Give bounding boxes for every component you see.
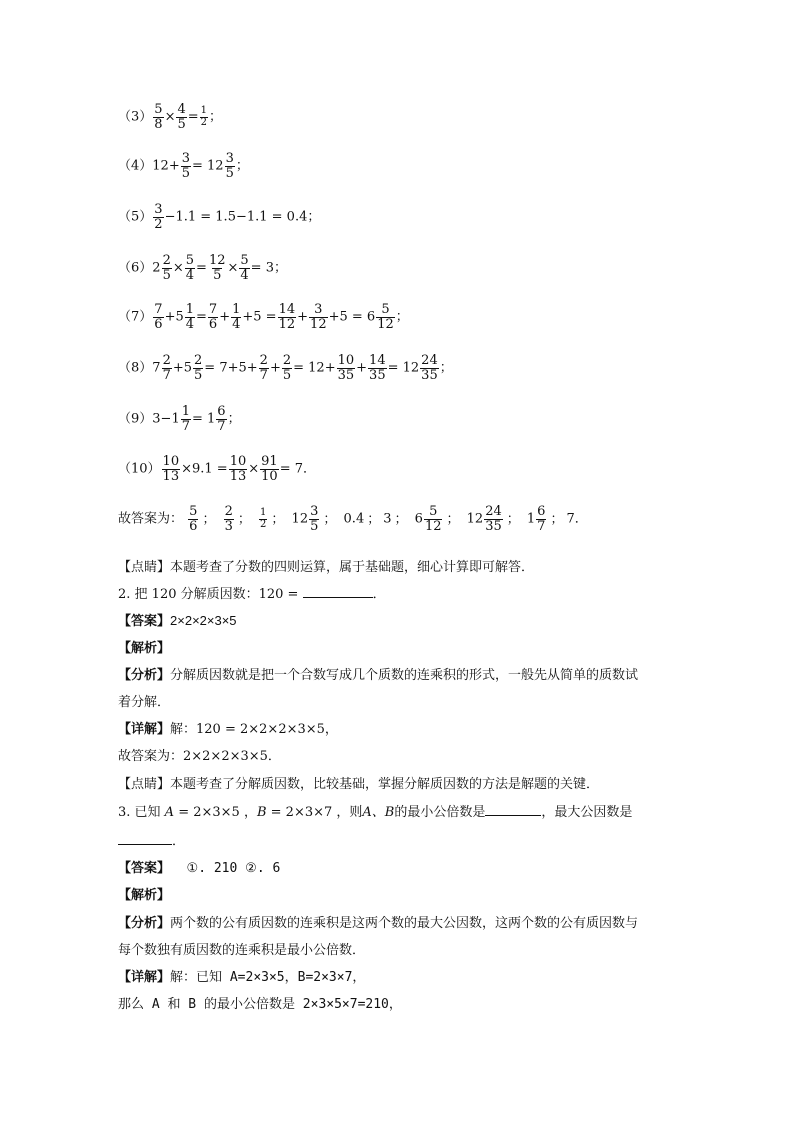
q3-lcm-blank (485, 815, 541, 816)
q2-detail: 【详解】解：120 = 2×2×2×3×5， (118, 722, 338, 737)
calc-line-3: （3） $\frac{5}{8}$ × $\frac{4}{5}$ = $\frac{1}{2}$ ； (118, 102, 223, 132)
q2-question: 2. 把 120 分解质因数：120 = ． (118, 587, 386, 602)
calc-line-6: （6）2 $\frac{2}{5}$ × $\frac{5}{4}$ = $\frac{12}{5}$ × $\frac{5}{4}$ = 3； (118, 253, 287, 283)
q2-analysis-2: 着分解． (118, 695, 171, 710)
q3-question-cont: ． (118, 830, 185, 849)
q2-analysis-heading: 【解析】 (118, 641, 171, 656)
calc-line-4: （4）12+ $\frac{3}{5}$ = 12 $\frac{3}{5}$ ； (118, 151, 249, 181)
q2-comment: 【点睛】本题考查了分解质因数，比较基础，掌握分解质因数的方法是解题的关键． (118, 777, 600, 792)
calc-line-9: （9）3−1 $\frac{1}{7}$ = 1 $\frac{6}{7}$ ； (118, 404, 241, 434)
q3-analysis-1: 【分析】两个数的公有质因数的连乘积是这两个数的最大公因数，这两个数的公有质因数与 (118, 916, 639, 931)
q3-answer: 【答案】 ①. 210 ②. 6 (118, 861, 281, 876)
q2-final-answer: 故答案为：2×2×2×3×5． (118, 749, 281, 764)
q3-question: 3. 已知 A = 2×3×5 ，B = 2×3×7 ，则A、B的最小公倍数是 ，最大公因数是 (118, 805, 633, 820)
q3-analysis-2: 每个数独有质因数的连乘积是最小公倍数． (118, 943, 366, 958)
calc-line-5: （5） $\frac{3}{2}$ −1.1 = 1.5−1.1 = 0.4； (118, 202, 321, 232)
q3-gcd-blank (118, 844, 172, 845)
calc-line-7: （7） $\frac{7}{6}$ +5 $\frac{1}{4}$ = $\frac{7}{6}$ + $\frac{1}{4}$ +5 = $\frac{14}{12}$ + $\frac{3}{12}$ +5 = 6 $\frac{5}{12}$ ； (118, 302, 409, 332)
q3-detail-2: 那么 A 和 B 的最小公倍数是 2×3×5×7=210， (118, 997, 402, 1012)
q2-answer-blank (303, 597, 373, 598)
calc-line-10: （10） $\frac{10}{13}$ ×9.1 = $\frac{10}{13}$ × $\frac{91}{10}$ = 7． (118, 454, 316, 484)
q3-detail-1: 【详解】解：已知 A=2×3×5，B=2×3×7， (118, 970, 366, 985)
calc-line-8: （8）7 $\frac{2}{7}$ +5 $\frac{2}{5}$ = 7+5+ $\frac{2}{7}$ + $\frac{2}{5}$ = 12+ $\frac{10}{35}$ + $\frac{14}{35}$ = 12 $\frac{24}{35}$ ； (118, 353, 453, 383)
q1-comment: 【点睛】本题考查了分数的四则运算，属于基础题，细心计算即可解答． (118, 560, 535, 575)
answer-summary: 故答案为： $\frac{5}{6}$ ； $\frac{2}{3}$ ； $\frac{1}{2}$ ； 12 $\frac{3}{5}$ ； 0.4 ； 3 ； 6 $\frac{5}{12}$ ； 12 $\frac{24}{35}$ ； 1 $\frac{6}{7}$ ； 7． (118, 504, 588, 534)
q3-analysis-heading: 【解析】 (118, 888, 171, 903)
q2-analysis-1: 【分析】分解质因数就是把一个合数写成几个质数的连乘积的形式，一般先从简单的质数试 (118, 668, 639, 683)
q2-answer: 【答案】2×2×2×3×5 (118, 613, 237, 629)
